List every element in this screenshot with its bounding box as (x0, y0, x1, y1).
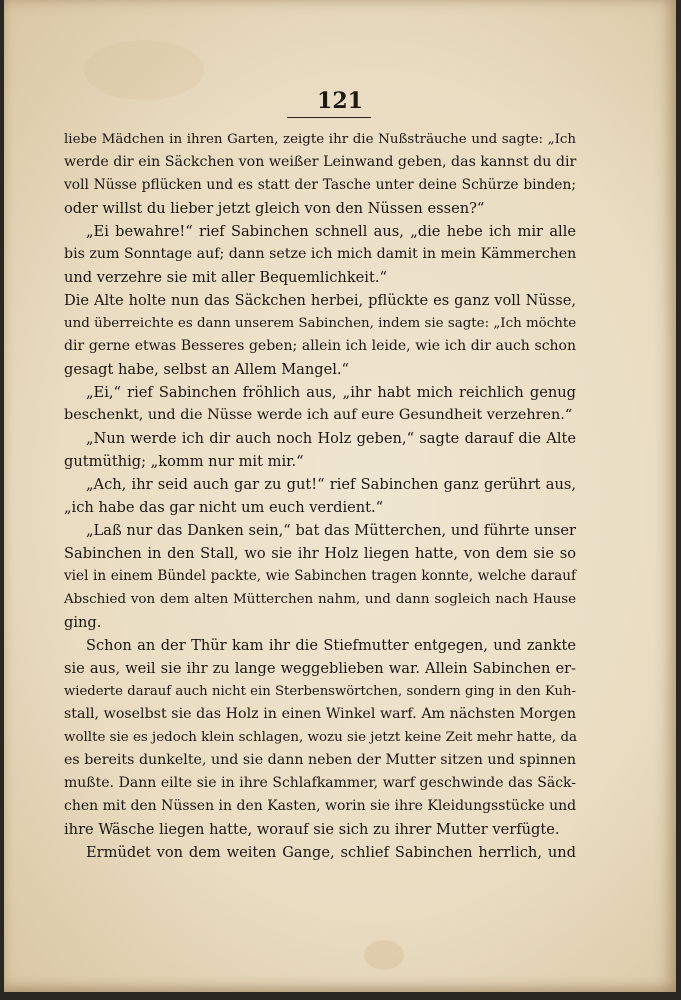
text-line: stall, woselbst sie das Holz in einen Winkel warf. Am nächsten Morgen (64, 706, 576, 722)
text-line: „Ach, ihr seid auch gar zu gut!“ rief Sabinchen ganz gerührt aus, (86, 476, 576, 493)
book-page (4, 0, 676, 992)
text-line: Die Alte holte nun das Säckchen herbei, pflückte es ganz voll Nüsse, (64, 292, 576, 309)
text-line: dir gerne etwas Besseres geben; allein ich leide, wie ich dir auch schon (64, 338, 576, 354)
body-text (64, 128, 576, 864)
text-line: mußte. Dann eilte sie in ihre Schlafkammer, warf geschwinde das Säck- (64, 775, 576, 791)
text-line: „Ei bewahre!“ rief Sabinchen schnell aus, „die hebe ich mir alle (86, 223, 576, 240)
text-line: voll Nüsse pflücken und es statt der Tasche unter deine Schürze binden; (64, 177, 576, 193)
text-line: wiederte darauf auch nicht ein Sterbenswörtchen, sondern ging in den Kuh- (64, 684, 576, 699)
text-line: „ich habe das gar nicht um euch verdient.“ (64, 499, 384, 516)
text-line: gutmüthig; „komm nur mit mir.“ (64, 453, 304, 470)
text-line: liebe Mädchen in ihren Garten, zeigte ihr die Nußsträuche und sagte: „Ich (64, 132, 576, 147)
text-line: und verzehre sie mit aller Bequemlichkeit.“ (64, 269, 387, 286)
text-line: „Nun werde ich dir auch noch Holz geben,“ sagte darauf die Alte (86, 430, 576, 447)
header-rule (287, 117, 371, 118)
text-line: Sabinchen in den Stall, wo sie ihr Holz liegen hatte, von dem sie so (64, 545, 576, 562)
text-line: „Ei,“ rief Sabinchen fröhlich aus, „ihr habt mich reichlich genug (86, 384, 576, 401)
text-line: wollte sie es jedoch klein schlagen, wozu sie jetzt keine Zeit mehr hatte, da (64, 730, 577, 745)
text-line: ging. (64, 614, 102, 631)
text-line: bis zum Sonntage auf; dann setze ich mich damit in mein Kämmerchen (64, 246, 577, 262)
text-line: sie aus, weil sie ihr zu lange weggeblieben war. Allein Sabinchen er- (64, 660, 576, 677)
paper-stain (364, 940, 404, 970)
text-line: werde dir ein Säckchen von weißer Leinwand geben, das kannst du dir (64, 154, 577, 170)
text-line: und überreichte es dann unserem Sabinchen, indem sie sagte: „Ich möchte (64, 316, 577, 331)
text-line: es bereits dunkelte, und sie dann neben der Mutter sitzen und spinnen (64, 752, 576, 768)
text-line: beschenkt, und die Nüsse werde ich auf eure Gesundheit verzehren.“ (64, 407, 573, 423)
text-line: viel in einem Bündel packte, wie Sabinchen tragen konnte, welche darauf (64, 568, 576, 584)
text-line: Abschied von dem alten Mütterchen nahm, und dann sogleich nach Hause (64, 592, 576, 607)
text-line: chen mit den Nüssen in den Kasten, worin sie ihre Kleidungsstücke und (64, 798, 577, 814)
text-line: ihre Wäsche liegen hatte, worauf sie sich zu ihrer Mutter verfügte. (64, 821, 560, 838)
text-line: Schon an der Thür kam ihr die Stiefmutter entgegen, und zankte (86, 637, 576, 654)
text-line: „Laß nur das Danken sein,“ bat das Mütterchen, und führte unser (86, 522, 576, 539)
text-line: Ermüdet von dem weiten Gange, schlief Sabinchen herrlich, und (86, 844, 576, 861)
text-line: gesagt habe, selbst an Allem Mangel.“ (64, 361, 350, 378)
page-number: 121 (317, 88, 363, 114)
text-line: oder willst du lieber jetzt gleich von den Nüssen essen?“ (64, 200, 485, 217)
